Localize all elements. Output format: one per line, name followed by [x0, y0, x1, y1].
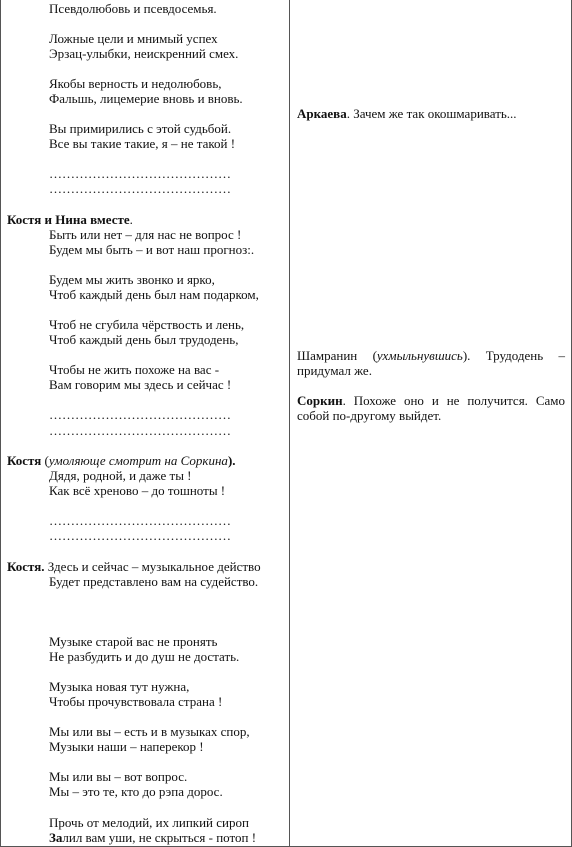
column-divider	[289, 0, 290, 847]
bold-letters: За	[49, 830, 63, 845]
verse-line: Мы или вы – вот вопрос.	[49, 769, 188, 784]
speaker-name: Соркин	[297, 393, 343, 408]
verse-line: Прочь от мелодий, их липкий сироп	[49, 815, 249, 830]
verse-line: Музыки наши – наперекор !	[49, 739, 204, 754]
paren-open: (	[41, 453, 49, 468]
remark-text: . Похоже оно и не получится. Само собой по-другому выйдет.	[297, 393, 565, 423]
verse-line: Будем мы быть – и вот наш прогноз:.	[49, 242, 255, 257]
speaker-kostya-direction	[7, 453, 236, 468]
verse-line: Эрзац-улыбки, неискренний смех.	[49, 46, 239, 61]
speaker-name: Костя.	[7, 559, 45, 574]
verse-line: Чтобы прочувствовала страна !	[49, 694, 223, 709]
verse-line: Вам говорим мы здесь и сейчас !	[49, 377, 232, 392]
stage-direction: умоляюще смотрит на Соркина	[48, 453, 228, 468]
speaker-punct: .	[129, 212, 133, 227]
verse-line: ……………………………………	[49, 407, 231, 422]
verse-line: Чтоб каждый день был трудодень,	[49, 332, 239, 347]
verse-line: Вы примирились с этой судьбой.	[49, 121, 232, 136]
verse-line: ……………………………………	[49, 513, 231, 528]
verse-line: ……………………………………	[49, 423, 231, 438]
verse-line: Фальшь, лицемерие вновь и вновь.	[49, 91, 243, 106]
verse-rest: лил вам уши, не скрыться - потоп !	[62, 830, 257, 845]
speaker-text: Здесь и сейчас – музыкальное действо	[44, 559, 261, 574]
verse-line: Мы или вы – есть и в музыках спор,	[49, 724, 250, 739]
speaker-kostya-nina	[7, 212, 133, 227]
verse-line: Дядя, родной, и даже ты !	[49, 468, 192, 483]
verse-line: Быть или нет – для нас не вопрос !	[49, 227, 242, 242]
verse-line: Чтоб каждый день был нам подарком,	[49, 287, 259, 302]
verse-line: Ложные цели и мнимый успех	[49, 31, 218, 46]
remark-arkaeva	[297, 106, 565, 121]
verse-line: Как всё хреново – до тошноты !	[49, 483, 226, 498]
verse-line: ……………………………………	[49, 528, 231, 543]
verse-line: Все вы такие такие, я – не такой !	[49, 136, 236, 151]
verse-line: Не разбудить и до душ не достать.	[49, 649, 240, 664]
last-verse-line	[49, 830, 256, 845]
speaker-name: Костя и Нина вместе	[7, 212, 130, 227]
speaker-name: Аркаева	[297, 106, 347, 121]
verse-line: Чтобы не жить похоже на вас -	[49, 362, 220, 377]
verse-line: Будем мы жить звонко и ярко,	[49, 272, 215, 287]
speaker-kostya-line	[7, 559, 261, 574]
verse-line: Псевдолюбовь и псевдосемья.	[49, 1, 217, 16]
stage-direction: ухмыльнувшись	[376, 348, 463, 363]
verse-line: Музыке старой вас не пронять	[49, 634, 218, 649]
verse-line: Чтоб не сгубила чёрствость и лень,	[49, 317, 245, 332]
remark-text: ). Трудодень – придумал же.	[297, 348, 565, 378]
speaker-name: Шамранин (	[297, 348, 377, 363]
verse-line: ……………………………………	[49, 181, 231, 196]
verse-line: ……………………………………	[49, 166, 231, 181]
remark-shamranin	[297, 348, 565, 378]
table-border-left	[0, 0, 1, 847]
remark-sorkin	[297, 393, 565, 423]
verse-line: Якобы верность и недолюбовь,	[49, 76, 222, 91]
verse-line: Музыка новая тут нужна,	[49, 679, 190, 694]
speaker-name: Костя	[7, 453, 42, 468]
remark-text: . Зачем же так окошмаривать...	[346, 106, 517, 121]
verse-line: Будет представлено вам на судейство.	[49, 574, 259, 589]
paren-close: ).	[227, 453, 236, 468]
verse-line: Мы – это те, кто до рэпа дорос.	[49, 784, 223, 799]
